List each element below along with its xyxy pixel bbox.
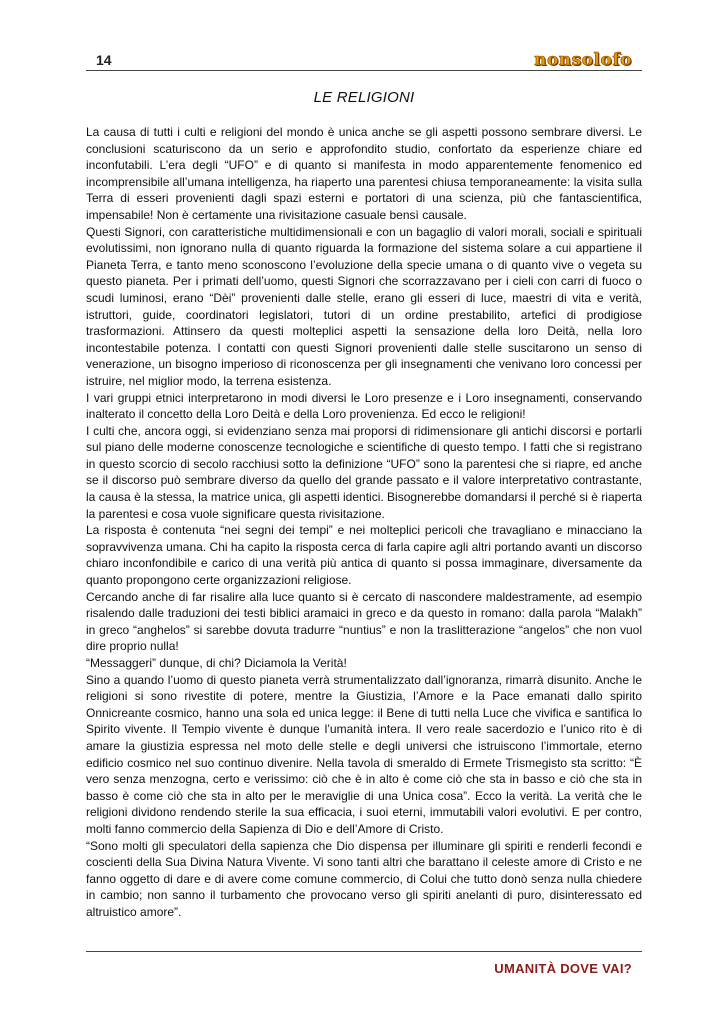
page-title: LE RELIGIONI bbox=[313, 89, 415, 106]
footer-divider bbox=[86, 951, 642, 952]
paragraph: I culti che, ancora oggi, si evidenziano senza mai proporsi di ridimensionare gli antichi discorsi e portarli sul piano delle moderne conoscenze tecnologiche e scientifiche di questo tempo. I fatti che si registrano in questo scorcio di secolo racchiusi sotto la definizione “UFO” sono la parentesi che si riapre, ed anche se il discorso può sembrare diverso da quello del grande passato e il valore interpretativo contrastante, la causa è la stessa, la matrice unica, gli aspetti identici. Bisognerebbe domandarsi il perché si è riaperta la parentesi e cosa vuole significare questa rivisitazione. bbox=[86, 423, 642, 521]
paragraph: “Messaggeri” dunque, di chi? Diciamola la Verità! bbox=[86, 656, 347, 670]
header-divider bbox=[86, 70, 642, 71]
article-body bbox=[86, 124, 642, 921]
paragraph: “Sono molti gli speculatori della sapienza che Dio dispensa per illuminare gli spiriti e renderli fecondi e coscienti della Sua Divina Natura Vivente. Vi sono tanti altri che barattano il celeste amore di Cristo e ne fanno oggetto di dare e di avere come comune commercio, di Colui che tutto donò senza nulla chiedere in cambio; non sanno il turbamento che provocano verso gli spiriti anelanti di puro, disinteressato ed altruistico amore”. bbox=[86, 838, 642, 919]
paragraph: I vari gruppi etnici interpretarono in modi diversi le Loro presenze e i Loro insegnamenti, conservando inalterato il concetto della Loro Deità e della Loro provenienza. Ed ecco le religioni! bbox=[86, 390, 642, 422]
paragraph: Cercando anche di far risalire alla luce quanto si è cercato di nascondere maldestramente, ad esempio risalendo dalle traduzioni dei testi biblici aramaici in greco e da questo in romano: dalla parola “Malakh” in greco “anghelos” si sarebbe dovuta tradurre “nuntius” e non la traslitterazione “angelos” che non vuol dire proprio nulla! bbox=[86, 589, 642, 654]
footer-book-title: UMANITÀ DOVE VAI? bbox=[494, 961, 632, 976]
paragraph: Sino a quando l’uomo di questo pianeta verrà strumentalizzato dall’ignoranza, rimarrà disunito. Anche le religioni si sono rivestite di potere, mentre la Giustizia, l’Amore e la Pace emanati dallo spirito Onnicreante cosmico, hanno una sola ed unica legge: il Bene di tutti nella Luce che vivifica e santifica lo Spirito vivente. Il Tempio vivente è dunque l’umanità intera. Il vero reale sacerdozio e l’unico rito è di amare la giustizia espressa nel moto delle stelle e degli universi che istruiscono l’immortale, eterno edificio cosmico nel suo continuo divenire. Nella tavola di smeraldo di Ermete Trismegisto sta scritto: “È vero senza menzogna, certo e verissimo: ciò che è in alto è come ciò che sta in basso e ciò che sta in basso è come ciò che sta in alto per le meraviglie di una Unica cosa”. Ecco la verità. La verità che le religioni dividono rendendo sterile la sua efficacia, i suoi eterni, immutabili valori evolutivi. E per contro, molti fanno commercio della Sapienza di Dio e dell’Amore di Cristo. bbox=[86, 672, 642, 836]
paragraph: La causa di tutti i culti e religioni del mondo è unica anche se gli aspetti possono sembrare diversi. Le conclusioni scaturiscono da un serio e approfondito studio, confortato da esperienze chiare ed inconfutabili. L’era degli “UFO” e di quanto si manifesta in modo apparentemente fenomenico ed incomprensibile all’umana intelligenza, ha riaperto una parentesi chiusa temporaneamente: la visita sulla Terra di esseri provenienti dagli spazi esterni e portatori di una scienza, più che fantascientifica, impensabile! Non è certamente una rivisitazione casuale bensì causale. bbox=[86, 125, 642, 222]
site-logo: nonsolofo bbox=[534, 50, 632, 70]
paragraph: Questi Signori, con caratteristiche multidimensionali e con un bagaglio di valori morali, sociali e spirituali evolutissimi, non ignorano nulla di quanto riguarda la formazione del sistema solare a cui appartiene il Pianeta Terra, e tanto meno sconoscono l’evoluzione della specie umana o di quanto vive o vegeta su questo pianeta. Per i primati dell’uomo, questi Signori che scorrazzavano per i cieli con carri di fuoco o scudi luminosi, erano “Dèi” provenienti dalle stelle, erano gli esseri di luce, maestri di vita e verità, istruttori, guide, coordinatori legislatori, tutori di un ordine prestabilito, artefici di prodigiose trasformazioni. Attinsero da questi molteplici aspetti la sensazione della loro Deità, nella loro incontestabile potenza. I contatti con questi Signori provenienti dalle stelle suscitarono un senso di venerazione, un bisogno imperioso di riconoscenza per gli insegnamenti che venivano loro concessi per istruire, nel miglior modo, la terrena esistenza. bbox=[86, 224, 642, 388]
paragraph: La risposta è contenuta “nei segni dei tempi” e nei molteplici pericoli che travagliano e minacciano la sopravvivenza umana. Chi ha capito la risposta cerca di farla capire agli altri portando avanti un discorso chiaro inconfondibile e carico di una verità più antica di quanto si possa immaginare, diversamente da quanto propongono certe organizzazioni religiose. bbox=[86, 523, 642, 588]
page-number: 14 bbox=[96, 52, 112, 68]
